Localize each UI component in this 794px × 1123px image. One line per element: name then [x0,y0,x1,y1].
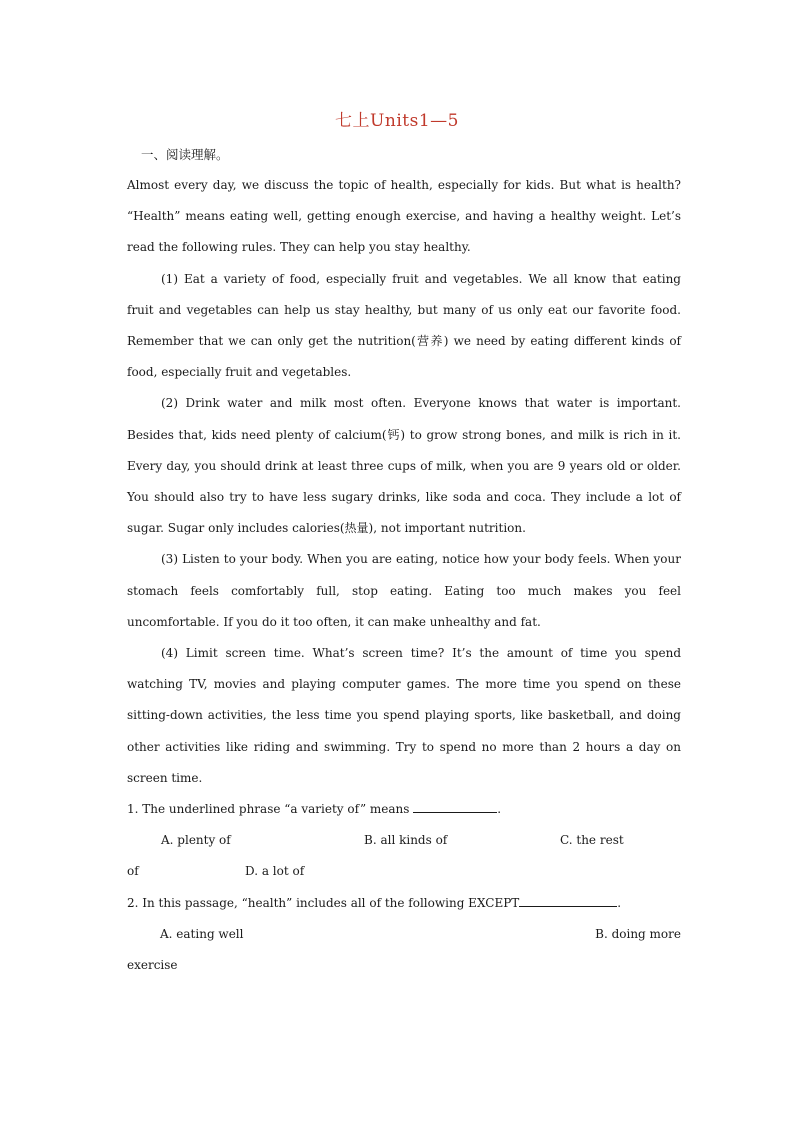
question-1-options-row-1 [127,825,681,856]
question-1-option-a[interactable]: A. plenty of [161,833,231,848]
question-1-options-row-2 [127,856,681,887]
passage-rule-4: (4) Limit screen time. What’s screen time? It’s the amount of time you spend watching TV, movies and playing computer games. The more time you spend on these sitting-down activities, the less time you spend playing sports, like basketball, and doing other activities like riding and swimming. Try to spend no more than 2 hours a day on screen time. [127,646,681,785]
question-2-option-b-continued: exercise [127,958,178,973]
passage-rule-3: (3) Listen to your body. When you are eating, notice how your body feels. When your stomach feels comfortably full, stop eating. Eating too much makes you feel uncomfortable. If you do it too often, it can make unhealthy and fat. [127,552,681,629]
page-title: 七上Units1—5 [335,111,459,131]
passage-rule-2: (2) Drink water and milk most often. Everyone knows that water is important. Besides that, kids need plenty of calcium(钙) to grow strong bones, and milk is rich in it. Every day, you should drink at least three cups of milk, when you are 9 years old or older. You should also try to have less sugary drinks, like soda and coca. They include a lot of sugar. Sugar only includes calories(热量), not important nutrition. [127,396,681,536]
question-2-end: . [617,895,622,910]
answer-blank[interactable] [519,892,617,907]
question-2-options-row-2 [127,950,681,981]
answer-blank[interactable] [413,798,497,813]
reading-passage [127,170,681,981]
question-2-stem: 2. In this passage, “health” includes all of the following EXCEPT [127,895,520,910]
question-2-options-row-1 [127,919,681,950]
question-1 [127,794,681,825]
question-1-option-d[interactable]: D. a lot of [245,864,305,879]
question-1-option-c-continued: of [127,864,139,879]
question-1-end: . [497,802,502,817]
question-1-stem: 1. The underlined phrase “a variety of” means [127,802,410,817]
question-1-option-c[interactable]: C. the rest [560,833,624,848]
section-heading: 一、阅读理解。 [141,147,229,162]
question-1-option-b[interactable]: B. all kinds of [364,833,448,848]
question-2-option-b[interactable]: B. doing more [595,926,681,941]
passage-rule-1: (1) Eat a variety of food, especially fruit and vegetables. We all know that eating fruit and vegetables can help us stay healthy, but many of us only eat our favorite food. Remember that we can only get the nutrition(营养) we need by eating different kinds of food, especially fruit and vegetables. [127,271,681,380]
question-2-option-a[interactable]: A. eating well [160,926,244,941]
passage-intro: Almost every day, we discuss the topic of health, especially for kids. But what is health? “Health” means eating well, getting enough exercise, and having a healthy weight. Let’s read the following rules. They can help you stay healthy. [127,178,681,255]
question-2 [127,888,681,919]
